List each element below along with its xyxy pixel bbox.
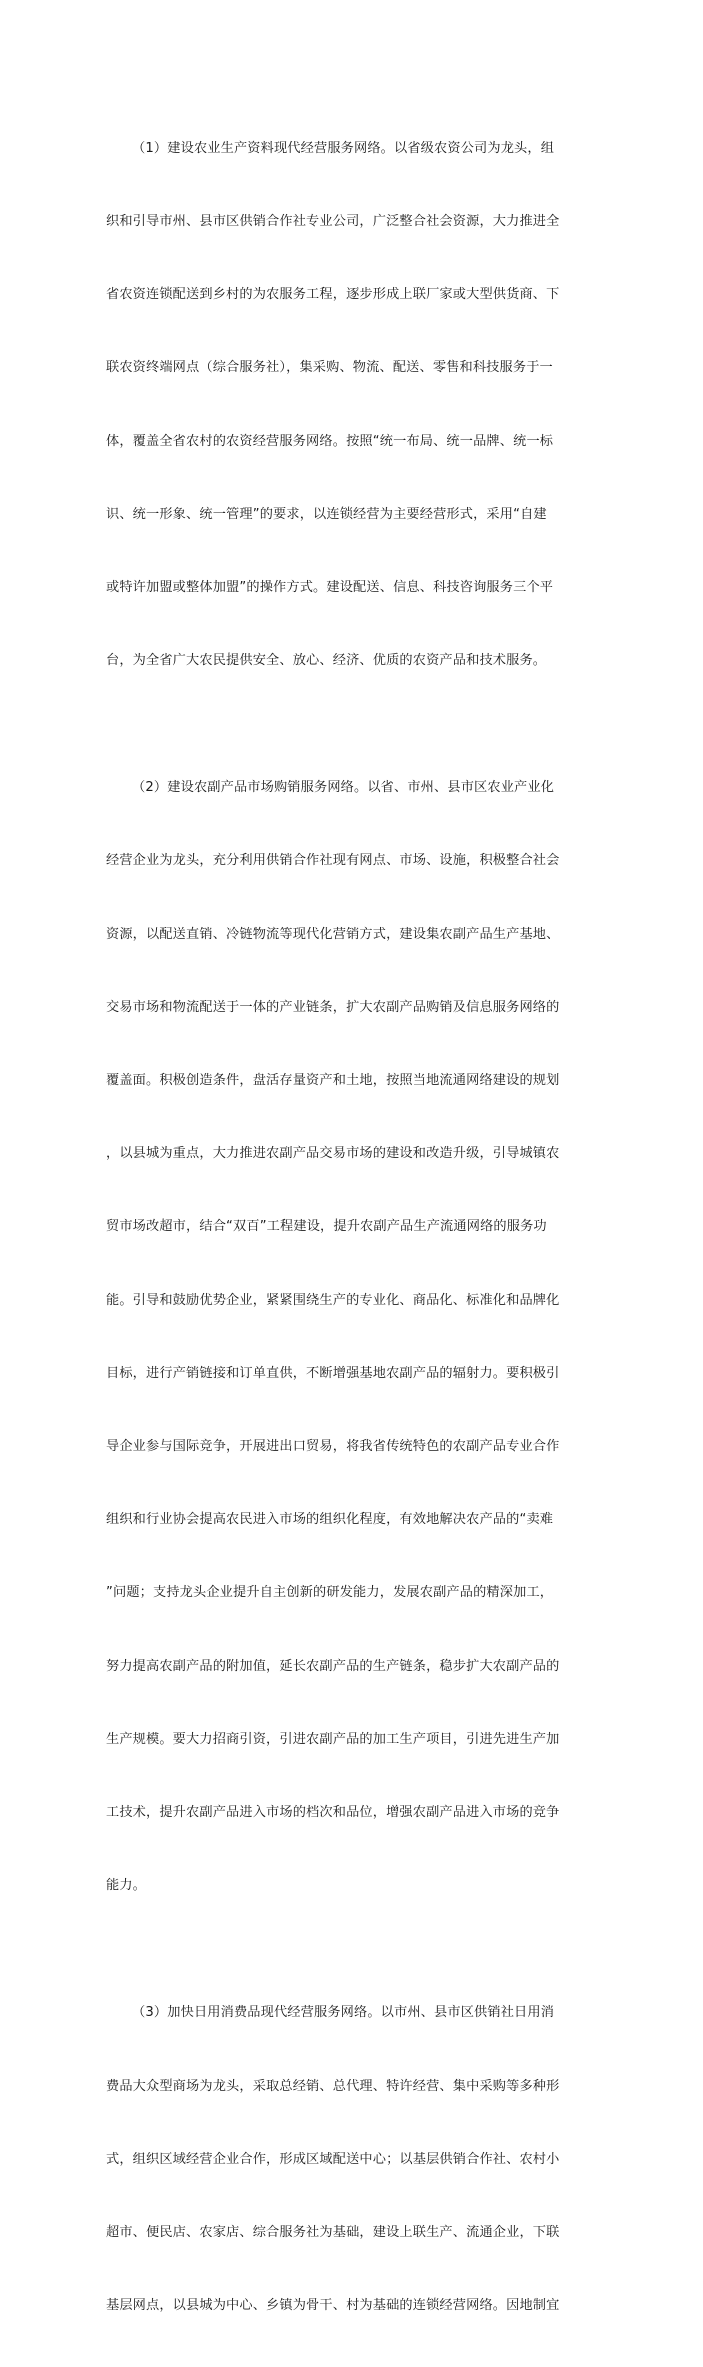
- text-line: ，以县城为重点，大力推进农副产品交易市场的建设和改造升级，引导城镇农: [106, 1142, 590, 1166]
- text-line: 资源，以配送直销、冷链物流等现代化营销方式，建设集农副产品生产基地、: [106, 923, 590, 947]
- text-line: 织和引导市州、县市区供销合作社专业公司，广泛整合社会资源，大力推进全: [106, 210, 590, 234]
- text-line: 基层网点，以县城为中心、乡镇为骨干、村为基础的连锁经营网络。因地制宜: [106, 2294, 590, 2318]
- text-line: 体，覆盖全省农村的农资经营服务网络。按照“统一布局、统一品牌、统一标: [106, 430, 590, 454]
- paragraph-2: [106, 727, 590, 1947]
- text-line: 努力提高农副产品的附加值，延长农副产品的生产链条，稳步扩大农副产品的: [106, 1655, 590, 1679]
- text-line: 覆盖面。积极创造条件，盘活存量资产和土地，按照当地流通网络建设的规划: [106, 1069, 590, 1093]
- text-line: 或特许加盟或整体加盟”的操作方式。建设配送、信息、科技咨询服务三个平: [106, 576, 590, 600]
- paragraph-1: [106, 88, 590, 722]
- text-line: 联农资终端网点（综合服务社），集采购、物流、配送、零售和科技服务于一: [106, 356, 590, 380]
- text-line: 经营企业为龙头，充分利用供销合作社现有网点、市场、设施，积极整合社会: [106, 849, 590, 873]
- text-line: 识、统一形象、统一管理”的要求，以连锁经营为主要经营形式，采用“自建: [106, 503, 590, 527]
- text-line: 台，为全省广大农民提供安全、放心、经济、优质的农资产品和技术服务。: [106, 649, 590, 673]
- text-line: （3）加快日用消费品现代经营服务网络。以市州、县市区供销社日用消: [106, 2001, 590, 2025]
- text-line: 交易市场和物流配送于一体的产业链条，扩大农副产品购销及信息服务网络的: [106, 996, 590, 1020]
- paragraph-3: [106, 1953, 590, 2367]
- text-line: （1）建设农业生产资料现代经营服务网络。以省级农资公司为龙头，组: [106, 137, 590, 161]
- text-line: 能。引导和鼓励优势企业，紧紧围绕生产的专业化、商品化、标准化和品牌化: [106, 1289, 590, 1313]
- text-line: 组织和行业协会提高农民进入市场的组织化程度，有效地解决农产品的“卖难: [106, 1508, 590, 1532]
- document-page: [0, 0, 703, 994]
- text-line: ”问题；支持龙头企业提升自主创新的研发能力，发展农副产品的精深加工，: [106, 1581, 590, 1605]
- text-line: 目标，进行产销链接和订单直供，不断增强基地农副产品的辐射力。要积极引: [106, 1362, 590, 1386]
- text-line: 式，组织区域经营企业合作，形成区域配送中心；以基层供销合作社、农村小: [106, 2148, 590, 2172]
- text-line: 能力。: [106, 1874, 590, 1898]
- text-line: 贸市场改超市，结合“双百”工程建设，提升农副产品生产流通网络的服务功: [106, 1215, 590, 1239]
- document-body: [106, 88, 590, 2367]
- text-line: 生产规模。要大力招商引资，引进农副产品的加工生产项目，引进先进生产加: [106, 1728, 590, 1752]
- text-line: 导企业参与国际竞争，开展进出口贸易，将我省传统特色的农副产品专业合作: [106, 1435, 590, 1459]
- text-line: （2）建设农副产品市场购销服务网络。以省、市州、县市区农业产业化: [106, 776, 590, 800]
- text-line: 超市、便民店、农家店、综合服务社为基础，建设上联生产、流通企业，下联: [106, 2221, 590, 2245]
- text-line: 省农资连锁配送到乡村的为农服务工程，逐步形成上联厂家或大型供货商、下: [106, 283, 590, 307]
- text-line: 工技术，提升农副产品进入市场的档次和品位，增强农副产品进入市场的竞争: [106, 1801, 590, 1825]
- text-line: 费品大众型商场为龙头，采取总经销、总代理、特许经营、集中采购等多种形: [106, 2075, 590, 2099]
